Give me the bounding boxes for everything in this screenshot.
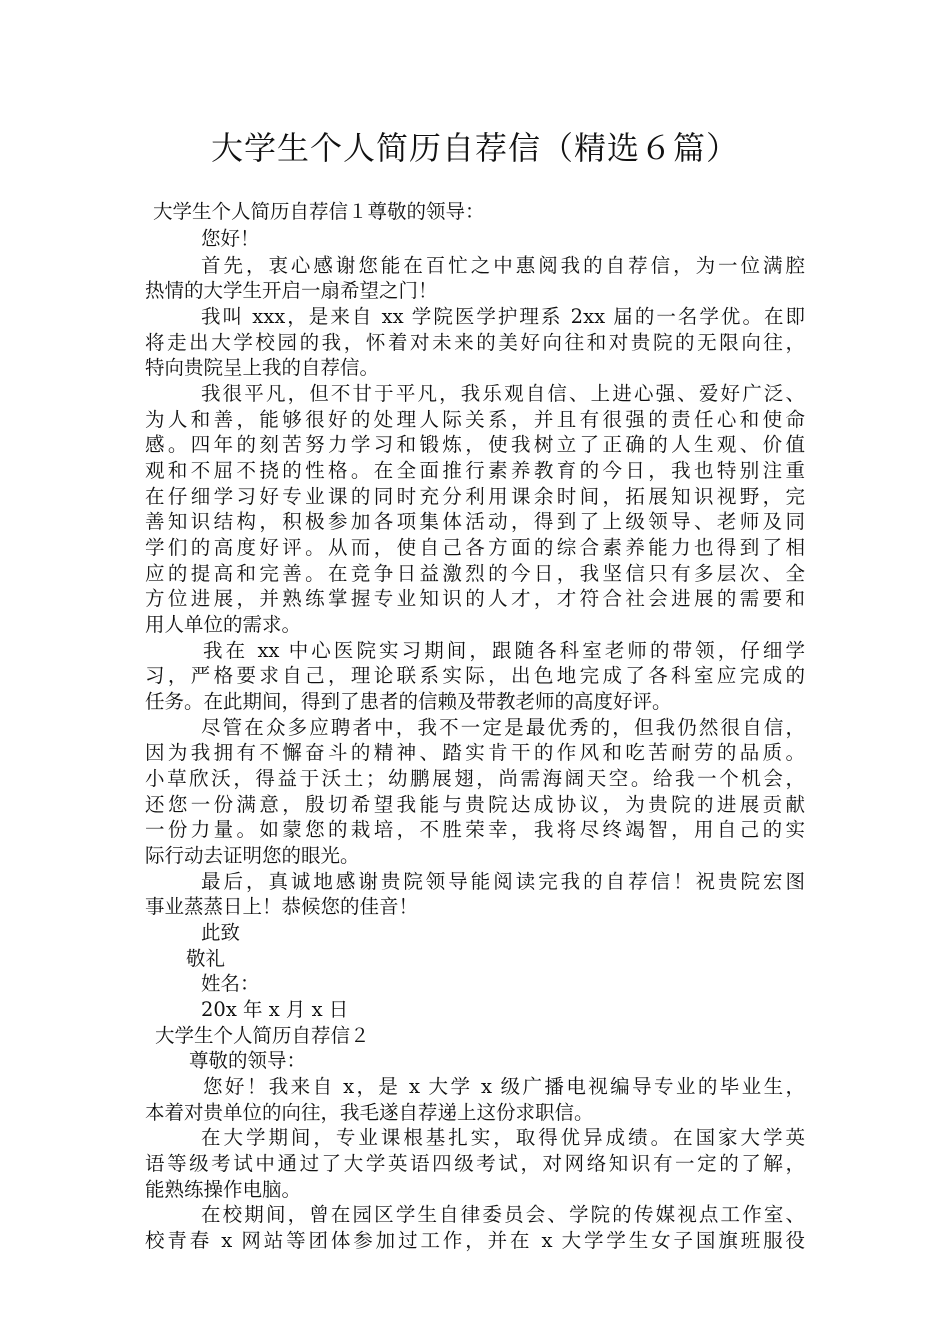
text-line: 还您一份满意，殷切希望我能与贵院达成协议，为贵院的进展贡献 — [145, 793, 805, 816]
text-line: 首先，衷心感谢您能在百忙之中惠阅我的自荐信，为一位满腔 — [201, 254, 805, 277]
text-line: 我很平凡，但不甘于平凡，我乐观自信、上进心强、爱好广泛、 — [201, 382, 805, 405]
text-line: 在校期间，曾在园区学生自律委员会、学院的传媒视点工作室、 — [201, 1203, 805, 1226]
text-line: 任务。在此期间，得到了患者的信赖及带教老师的高度好评。 — [145, 690, 672, 713]
text-line: 将走出大学校园的我，怀着对未来的美好向往和对贵院的无限向往， — [145, 331, 805, 354]
text-line: 事业蒸蒸日上！恭候您的佳音！ — [145, 895, 419, 918]
text-line: 用人单位的需求。 — [145, 613, 302, 636]
letter2-heading: 大学生个人简历自荐信２ — [155, 1024, 370, 1047]
text-line: 在仔细学习好专业课的同时充分利用课余时间，拓展知识视野，完 — [145, 485, 805, 508]
salutation-line: 尊敬的领导： — [189, 1049, 307, 1072]
text-line: 方位进展，并熟练掌握专业知识的人才，才符合社会进展的需要和 — [145, 587, 805, 610]
closing-line: 敬礼 — [186, 947, 226, 970]
text-line: 因为我拥有不懈奋斗的精神、踏实肯干的作风和吃苦耐劳的品质。 — [145, 741, 805, 764]
text-line: 语等级考试中通过了大学英语四级考试，对网络知识有一定的了解， — [145, 1152, 805, 1175]
text-line: 一份力量。如蒙您的栽培，不胜荣幸，我将尽终竭智，用自己的实 — [145, 818, 805, 841]
letter1-heading: 大学生个人简历自荐信１尊敬的领导： — [153, 200, 485, 223]
text-line: 际行动去证明您的眼光。 — [145, 844, 360, 867]
text-line: 学们的高度好评。从而，使自己各方面的综合素养能力也得到了相 — [145, 536, 805, 559]
text-line: 感。四年的刻苦努力学习和锻炼，使我树立了正确的人生观、价值 — [145, 433, 805, 456]
text-line: 我叫 xxx，是来自 xx 学院医学护理系 2xx 届的一名学优。在即 — [201, 305, 805, 328]
text-line: 本着对贵单位的向往，我毛遂自荐递上这份求职信。 — [145, 1101, 594, 1124]
text-line: 您好！ — [201, 227, 260, 250]
text-line: 为人和善，能够很好的处理人际关系，并且有很强的责任心和使命 — [145, 408, 805, 431]
text-line: 能熟练操作电脑。 — [145, 1178, 302, 1201]
closing-line: 此致 — [201, 921, 241, 944]
text-line: 应的提高和完善。在竞争日益激烈的今日，我坚信只有多层次、全 — [145, 562, 805, 585]
text-line: 最后，真诚地感谢贵院领导能阅读完我的自荐信！祝贵院宏图 — [201, 870, 805, 893]
text-line: 观和不屈不挠的性格。在全面推行素养教育的今日，我也特别注重 — [145, 459, 805, 482]
text-line: 我在 xx 中心医院实习期间，跟随各科室老师的带领，仔细学 — [203, 639, 805, 662]
text-line: 小草欣沃，得益于沃土；幼鹏展翅，尚需海阔天空。给我一个机会， — [145, 767, 805, 790]
text-line: 特向贵院呈上我的自荐信。 — [145, 356, 380, 379]
signature-date-line: 20x 年 x 月 x 日 — [201, 998, 349, 1021]
document-title: 大学生个人简历自荐信（精选６篇） — [210, 129, 739, 167]
text-line: 在大学期间，专业课根基扎实，取得优异成绩。在国家大学英 — [201, 1126, 805, 1149]
text-line: 善知识结构，积极参加各项集体活动，得到了上级领导、老师及同 — [145, 510, 805, 533]
text-line: 尽管在众多应聘者中，我不一定是最优秀的，但我仍然很自信， — [201, 716, 805, 739]
text-line: 热情的大学生开启一扇希望之门！ — [145, 279, 438, 302]
text-line: 习，严格要求自己，理论联系实际，出色地完成了各科室应完成的 — [145, 664, 805, 687]
text-line: 您好！我来自 x，是 x 大学 x 级广播电视编导专业的毕业生， — [203, 1075, 805, 1098]
text-line: 校青春 x 网站等团体参加过工作，并在 x 大学学生女子国旗班服役 — [145, 1229, 805, 1252]
signature-name-line: 姓名： — [201, 972, 260, 995]
